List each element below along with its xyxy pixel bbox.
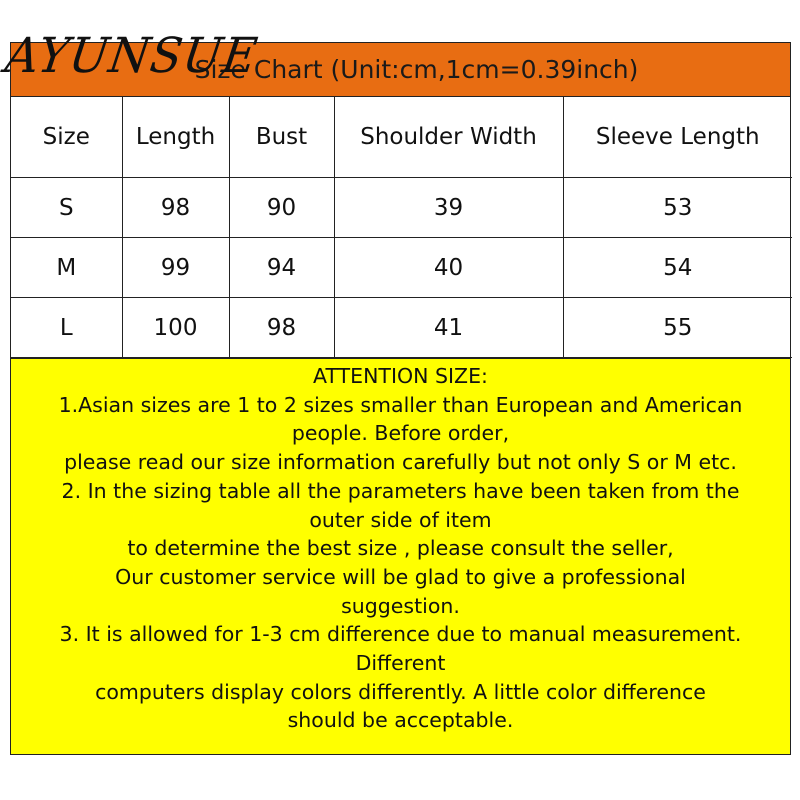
table-header-row: [11, 97, 792, 178]
size-table: [11, 97, 792, 358]
table-cell: 90: [229, 178, 334, 238]
table-cell: M: [11, 238, 122, 298]
notice-line: 3. It is allowed for 1-3 cm difference due to manual measurement.: [59, 622, 742, 647]
table-cell: 55: [563, 298, 792, 358]
column-header: Length: [122, 97, 229, 178]
table-cell: 53: [563, 178, 792, 238]
table-cell: 98: [122, 178, 229, 238]
table-cell: 94: [229, 238, 334, 298]
table-cell: 40: [334, 238, 563, 298]
chart-title-bar: [11, 43, 790, 97]
notice-line: to determine the best size , please consult the seller,: [127, 536, 674, 561]
notice-line: Different: [355, 651, 446, 676]
notice-line: 1.Asian sizes are 1 to 2 sizes smaller than European and American: [58, 392, 743, 417]
table-cell: L: [11, 298, 122, 358]
notice-line: computers display colors differently. A little color difference: [95, 679, 706, 704]
chart-title: Size Chart (Unit:cm,1cm=0.39inch): [194, 55, 639, 84]
table-row: [11, 298, 792, 358]
table-cell: 41: [334, 298, 563, 358]
notice-line: ATTENTION SIZE:: [313, 364, 488, 388]
notice-line: Our customer service will be glad to give a professional: [115, 564, 686, 589]
column-header: Bust: [229, 97, 334, 178]
brand-logo: AYUNSUE: [2, 26, 262, 84]
column-header: Sleeve Length: [563, 97, 792, 178]
table-row: [11, 238, 792, 298]
column-header: Size: [11, 97, 122, 178]
notice-line: should be acceptable.: [287, 708, 514, 733]
attention-notice: [11, 358, 790, 754]
notice-line: 2. In the sizing table all the parameters have been taken from the: [61, 478, 740, 503]
notice-line: suggestion.: [341, 593, 460, 618]
notice-line: people. Before order,: [291, 421, 510, 446]
table-cell: 54: [563, 238, 792, 298]
notice-line: outer side of item: [309, 507, 492, 532]
column-header: Shoulder Width: [334, 97, 563, 178]
table-cell: 98: [229, 298, 334, 358]
table-row: [11, 178, 792, 238]
table-cell: 39: [334, 178, 563, 238]
size-chart: [10, 42, 791, 755]
table-cell: 100: [122, 298, 229, 358]
notice-line: please read our size information carefully but not only S or M etc.: [64, 450, 737, 475]
table-cell: 99: [122, 238, 229, 298]
table-cell: S: [11, 178, 122, 238]
